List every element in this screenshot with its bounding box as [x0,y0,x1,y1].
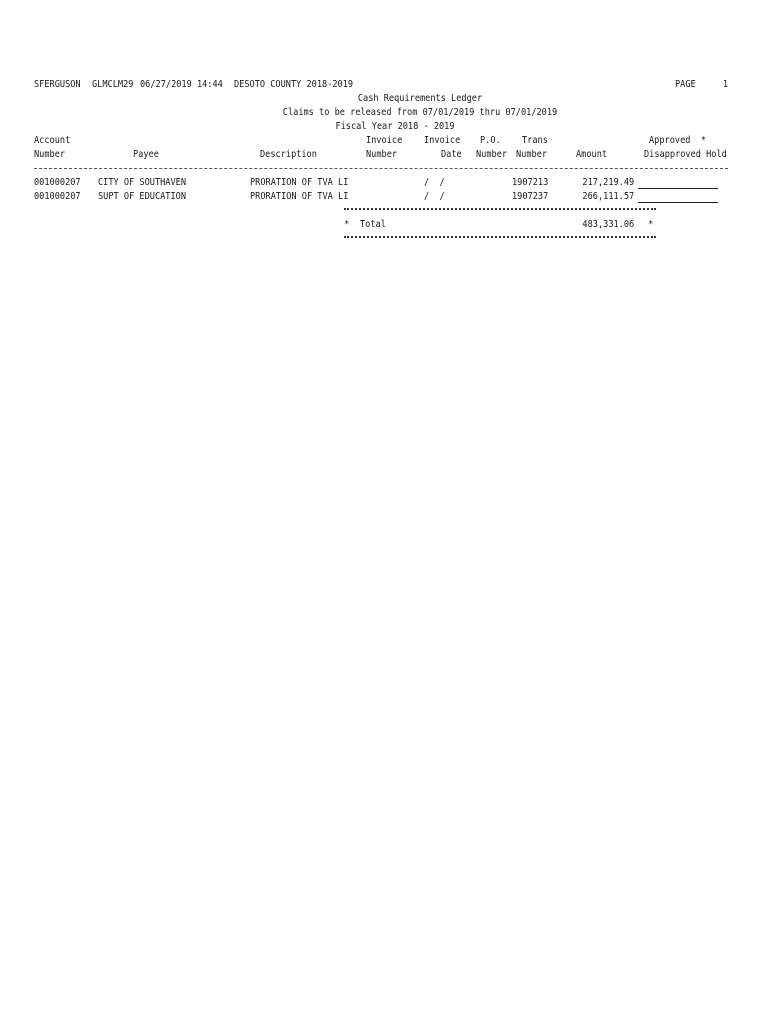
row-invoice-date: / / [424,191,445,202]
row-description: PRORATION OF TVA LI [250,191,349,202]
col-account-bottom: Number [34,149,66,160]
report-user: SFERGUSON [34,79,81,90]
total-top-rule [344,208,656,210]
col-approved-bottom: Disapproved Hold [644,149,727,160]
row-account: 001000207 [34,177,81,188]
fiscal-year: Fiscal Year 2018 - 2019 [335,121,455,132]
total-star: * [344,219,350,230]
report-title: Cash Requirements Ledger [357,93,483,104]
col-po-bottom: Number [476,149,508,160]
total-trail-star: * [648,219,654,230]
row-amount: 217,219.49 [582,177,634,188]
row-account: 001000207 [34,191,81,202]
approval-signature-line [638,202,718,203]
total-amount: 483,331.06 [582,219,634,230]
approval-signature-line [638,188,718,189]
report-datetime: 06/27/2019 14:44 [140,79,223,90]
total-bottom-rule [344,236,656,238]
report-subtitle: Claims to be released from 07/01/2019 thru 07/01/2019 [282,107,558,118]
col-trans-bottom: Number [516,149,548,160]
row-payee: CITY OF SOUTHAVEN [98,177,187,188]
col-amount: Amount [576,149,608,160]
col-invoice-number-top: Invoice [366,135,403,146]
row-invoice-date: / / [424,177,445,188]
header-divider [34,168,728,169]
col-trans-top: Trans [522,135,548,146]
report-entity: DESOTO COUNTY 2018-2019 [234,79,354,90]
col-account-top: Account [34,135,71,146]
col-po-top: P.O. [480,135,501,146]
total-label: Total [360,219,386,230]
col-approved-top: Approved * [649,135,706,146]
row-amount: 266,111.57 [582,191,634,202]
col-invoice-number-bottom: Number [366,149,398,160]
row-trans: 1907213 [512,177,549,188]
page-label: PAGE [675,79,696,90]
report-program: GLMCLM29 [92,79,134,90]
page-number: 1 [722,79,728,90]
col-description: Description [260,149,317,160]
row-trans: 1907237 [512,191,549,202]
col-invoice-date-bottom: Date [441,149,462,160]
col-payee: Payee [133,149,159,160]
row-description: PRORATION OF TVA LI [250,177,349,188]
col-invoice-date-top: Invoice [424,135,461,146]
row-payee: SUPT OF EDUCATION [98,191,187,202]
